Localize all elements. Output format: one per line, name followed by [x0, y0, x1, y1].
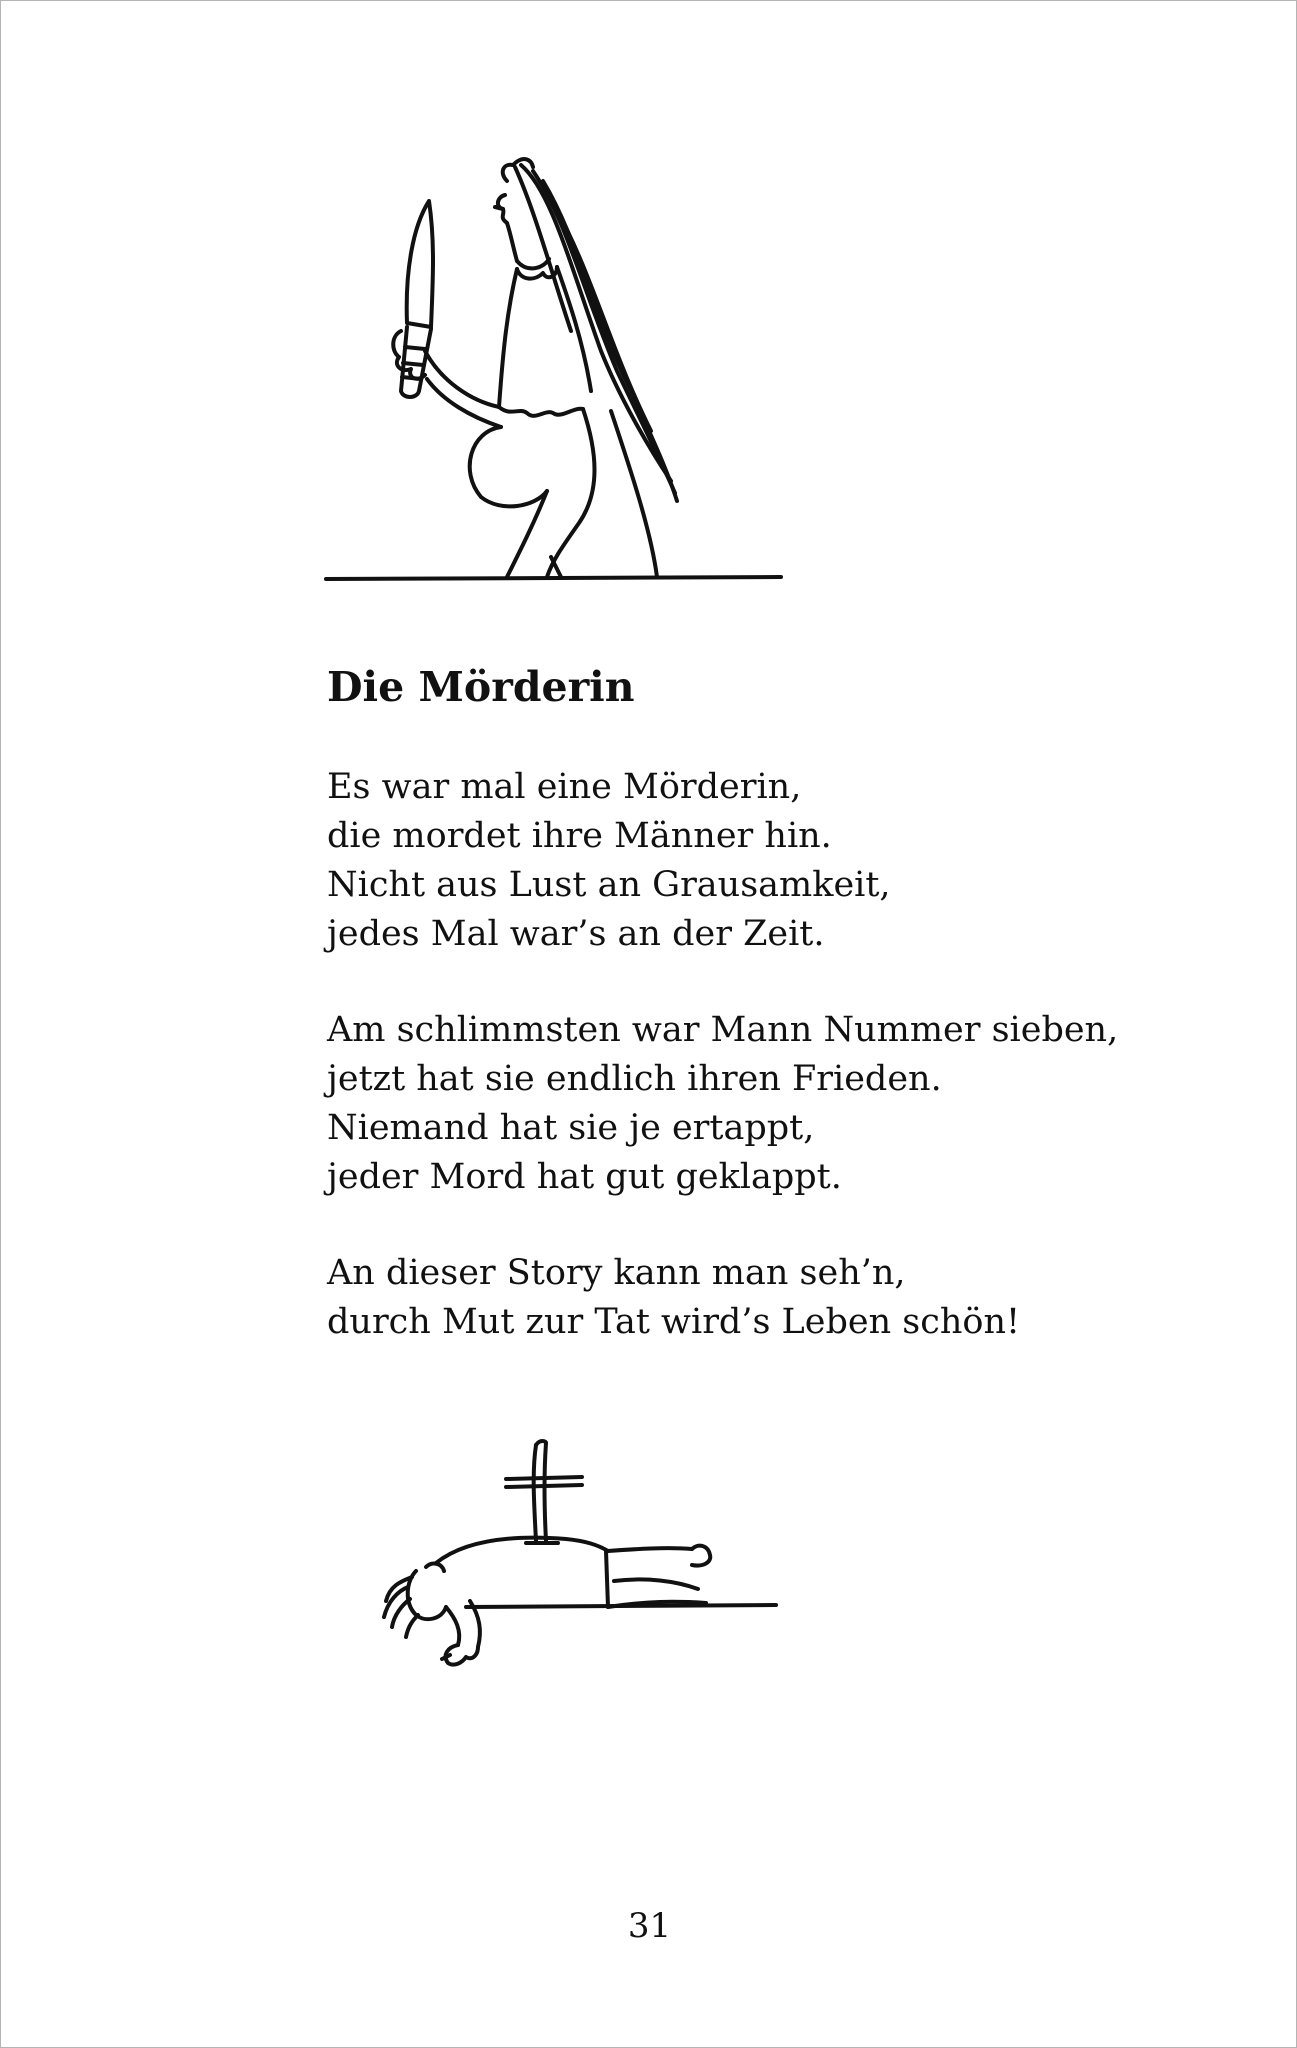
stanza: [327, 1249, 1227, 1347]
poem-line: jeder Mord hat gut geklappt.: [327, 1157, 842, 1197]
poem-line: Niemand hat sie je ertappt,: [327, 1108, 815, 1148]
poem-title: Die Mörderin: [327, 663, 635, 711]
poem-line: jedes Mal war’s an der Zeit.: [327, 914, 825, 954]
stanza: [327, 763, 1227, 959]
poem-line: die mordet ihre Männer hin.: [327, 816, 832, 856]
woman-with-knife-illustration: [321, 151, 791, 591]
page-number: 31: [627, 1906, 672, 1946]
dead-man-with-grave-cross-illustration: [346, 1431, 786, 1691]
poem-line: Nicht aus Lust an Grausamkeit,: [327, 865, 891, 905]
poem-line: durch Mut zur Tat wird’s Leben schön!: [327, 1302, 1021, 1342]
poem-line: Es war mal eine Mörderin,: [327, 767, 802, 807]
poem-line: jetzt hat sie endlich ihren Frieden.: [327, 1059, 942, 1099]
poem-line: An dieser Story kann man seh’n,: [327, 1253, 906, 1293]
poem-line: Am schlimmsten war Mann Nummer sieben,: [327, 1010, 1119, 1050]
poem-body: [327, 763, 1227, 1394]
stanza: [327, 1006, 1227, 1202]
